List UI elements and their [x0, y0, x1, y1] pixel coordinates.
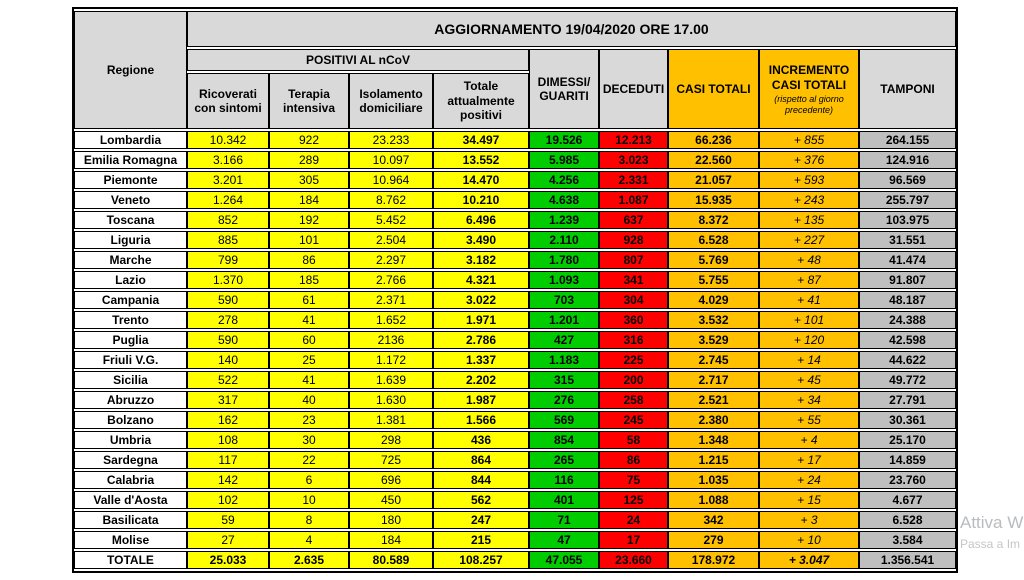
- table-row-sicilia: [74, 371, 956, 389]
- cell-marche-terapia-intensiva: 86: [269, 251, 349, 269]
- cell-lombardia-tamponi: 264.155: [859, 131, 956, 149]
- cell-umbria-deceduti: 58: [599, 431, 668, 449]
- cell-totale-dimessi-guariti: 47.055: [529, 551, 599, 569]
- table-row-friuli-v-g: [74, 351, 956, 369]
- header-incremento-label: INCREMENTO CASI TOTALI: [768, 63, 850, 93]
- cell-lombardia-ricoverati-con-sintomi: 10.342: [187, 131, 269, 149]
- cell-trento-incremento-casi-totali: + 101: [759, 311, 859, 329]
- cell-piemonte-casi-totali: 21.057: [668, 171, 759, 189]
- cell-calabria-totale-attualmente-positivi: 844: [433, 471, 529, 489]
- region-label-emilia-romagna: Emilia Romagna: [74, 151, 187, 169]
- region-label-veneto: Veneto: [74, 191, 187, 209]
- cell-calabria-casi-totali: 1.035: [668, 471, 759, 489]
- cell-veneto-terapia-intensiva: 184: [269, 191, 349, 209]
- cell-abruzzo-casi-totali: 2.521: [668, 391, 759, 409]
- cell-molise-deceduti: 17: [599, 531, 668, 549]
- cell-lazio-incremento-casi-totali: + 87: [759, 271, 859, 289]
- table-row-toscana: [74, 211, 956, 229]
- windows-activation-watermark: [960, 511, 1023, 553]
- table-row-molise: [74, 531, 956, 549]
- cell-basilicata-incremento-casi-totali: + 3: [759, 511, 859, 529]
- cell-valle-d-aosta-totale-attualmente-positivi: 562: [433, 491, 529, 509]
- cell-lombardia-deceduti: 12.213: [599, 131, 668, 149]
- covid-bulletin-table: [72, 7, 958, 573]
- cell-piemonte-tamponi: 96.569: [859, 171, 956, 189]
- cell-toscana-deceduti: 637: [599, 211, 668, 229]
- header-incremento: [759, 49, 859, 129]
- region-label-calabria: Calabria: [74, 471, 187, 489]
- cell-trento-casi-totali: 3.532: [668, 311, 759, 329]
- cell-totale-isolamento-domiciliare: 80.589: [349, 551, 433, 569]
- cell-bolzano-dimessi-guariti: 569: [529, 411, 599, 429]
- region-label-piemonte: Piemonte: [74, 171, 187, 189]
- header-tamponi: TAMPONI: [859, 49, 956, 129]
- cell-sardegna-dimessi-guariti: 265: [529, 451, 599, 469]
- cell-trento-terapia-intensiva: 41: [269, 311, 349, 329]
- cell-veneto-ricoverati-con-sintomi: 1.264: [187, 191, 269, 209]
- cell-friuli-v-g-totale-attualmente-positivi: 1.337: [433, 351, 529, 369]
- cell-valle-d-aosta-isolamento-domiciliare: 450: [349, 491, 433, 509]
- watermark-line1: Attiva W: [960, 513, 1024, 532]
- cell-lazio-terapia-intensiva: 185: [269, 271, 349, 289]
- cell-umbria-casi-totali: 1.348: [668, 431, 759, 449]
- region-label-toscana: Toscana: [74, 211, 187, 229]
- table-row-sardegna: [74, 451, 956, 469]
- region-label-sicilia: Sicilia: [74, 371, 187, 389]
- cell-piemonte-incremento-casi-totali: + 593: [759, 171, 859, 189]
- cell-umbria-dimessi-guariti: 854: [529, 431, 599, 449]
- cell-campania-isolamento-domiciliare: 2.371: [349, 291, 433, 309]
- cell-basilicata-deceduti: 24: [599, 511, 668, 529]
- cell-toscana-casi-totali: 8.372: [668, 211, 759, 229]
- cell-calabria-dimessi-guariti: 116: [529, 471, 599, 489]
- cell-sicilia-tamponi: 49.772: [859, 371, 956, 389]
- cell-lazio-ricoverati-con-sintomi: 1.370: [187, 271, 269, 289]
- cell-bolzano-totale-attualmente-positivi: 1.566: [433, 411, 529, 429]
- cell-totale-totale-attualmente-positivi: 108.257: [433, 551, 529, 569]
- cell-totale-deceduti: 23.660: [599, 551, 668, 569]
- cell-puglia-totale-attualmente-positivi: 2.786: [433, 331, 529, 349]
- cell-molise-dimessi-guariti: 47: [529, 531, 599, 549]
- cell-basilicata-totale-attualmente-positivi: 247: [433, 511, 529, 529]
- cell-calabria-tamponi: 23.760: [859, 471, 956, 489]
- table-row-emilia-romagna: [74, 151, 956, 169]
- cell-veneto-tamponi: 255.797: [859, 191, 956, 209]
- cell-molise-isolamento-domiciliare: 184: [349, 531, 433, 549]
- cell-calabria-terapia-intensiva: 6: [269, 471, 349, 489]
- cell-toscana-incremento-casi-totali: + 135: [759, 211, 859, 229]
- cell-emilia-romagna-ricoverati-con-sintomi: 3.166: [187, 151, 269, 169]
- cell-veneto-casi-totali: 15.935: [668, 191, 759, 209]
- cell-marche-incremento-casi-totali: + 48: [759, 251, 859, 269]
- table-row-campania: [74, 291, 956, 309]
- region-label-totale: TOTALE: [74, 551, 187, 569]
- cell-marche-ricoverati-con-sintomi: 799: [187, 251, 269, 269]
- cell-lombardia-terapia-intensiva: 922: [269, 131, 349, 149]
- cell-friuli-v-g-terapia-intensiva: 25: [269, 351, 349, 369]
- cell-friuli-v-g-ricoverati-con-sintomi: 140: [187, 351, 269, 369]
- cell-campania-incremento-casi-totali: + 41: [759, 291, 859, 309]
- cell-valle-d-aosta-incremento-casi-totali: + 15: [759, 491, 859, 509]
- cell-trento-totale-attualmente-positivi: 1.971: [433, 311, 529, 329]
- region-label-basilicata: Basilicata: [74, 511, 187, 529]
- cell-campania-ricoverati-con-sintomi: 590: [187, 291, 269, 309]
- cell-puglia-tamponi: 42.598: [859, 331, 956, 349]
- cell-molise-totale-attualmente-positivi: 215: [433, 531, 529, 549]
- cell-veneto-dimessi-guariti: 4.638: [529, 191, 599, 209]
- cell-abruzzo-incremento-casi-totali: + 34: [759, 391, 859, 409]
- cell-bolzano-terapia-intensiva: 23: [269, 411, 349, 429]
- cell-emilia-romagna-isolamento-domiciliare: 10.097: [349, 151, 433, 169]
- cell-campania-terapia-intensiva: 61: [269, 291, 349, 309]
- cell-basilicata-ricoverati-con-sintomi: 59: [187, 511, 269, 529]
- watermark-line2: Passa a Im: [960, 536, 1021, 551]
- cell-basilicata-isolamento-domiciliare: 180: [349, 511, 433, 529]
- cell-marche-tamponi: 41.474: [859, 251, 956, 269]
- cell-basilicata-dimessi-guariti: 71: [529, 511, 599, 529]
- cell-umbria-incremento-casi-totali: + 4: [759, 431, 859, 449]
- header-dimessi-guariti: DIMESSI/ GUARITI: [529, 49, 599, 129]
- region-label-puglia: Puglia: [74, 331, 187, 349]
- cell-toscana-dimessi-guariti: 1.239: [529, 211, 599, 229]
- cell-bolzano-casi-totali: 2.380: [668, 411, 759, 429]
- cell-toscana-ricoverati-con-sintomi: 852: [187, 211, 269, 229]
- table-row-totale: [74, 551, 956, 569]
- cell-marche-isolamento-domiciliare: 2.297: [349, 251, 433, 269]
- cell-totale-tamponi: 1.356.541: [859, 551, 956, 569]
- cell-lazio-casi-totali: 5.755: [668, 271, 759, 289]
- header-totale-attualmente-positivi: Totale attualmente positivi: [433, 73, 529, 129]
- table-row-piemonte: [74, 171, 956, 189]
- region-label-valle-d-aosta: Valle d'Aosta: [74, 491, 187, 509]
- cell-calabria-isolamento-domiciliare: 696: [349, 471, 433, 489]
- cell-puglia-isolamento-domiciliare: 2136: [349, 331, 433, 349]
- cell-umbria-totale-attualmente-positivi: 436: [433, 431, 529, 449]
- cell-emilia-romagna-incremento-casi-totali: + 376: [759, 151, 859, 169]
- cell-toscana-isolamento-domiciliare: 5.452: [349, 211, 433, 229]
- region-label-campania: Campania: [74, 291, 187, 309]
- cell-sicilia-dimessi-guariti: 315: [529, 371, 599, 389]
- cell-puglia-incremento-casi-totali: + 120: [759, 331, 859, 349]
- cell-bolzano-ricoverati-con-sintomi: 162: [187, 411, 269, 429]
- cell-valle-d-aosta-deceduti: 125: [599, 491, 668, 509]
- table-row-lazio: [74, 271, 956, 289]
- cell-friuli-v-g-incremento-casi-totali: + 14: [759, 351, 859, 369]
- header-ricoverati-con-sintomi: Ricoverati con sintomi: [187, 73, 269, 129]
- region-label-sardegna: Sardegna: [74, 451, 187, 469]
- cell-sardegna-terapia-intensiva: 22: [269, 451, 349, 469]
- cell-campania-deceduti: 304: [599, 291, 668, 309]
- cell-sardegna-isolamento-domiciliare: 725: [349, 451, 433, 469]
- cell-sicilia-incremento-casi-totali: + 45: [759, 371, 859, 389]
- cell-piemonte-terapia-intensiva: 305: [269, 171, 349, 189]
- region-label-marche: Marche: [74, 251, 187, 269]
- region-label-abruzzo: Abruzzo: [74, 391, 187, 409]
- cell-liguria-deceduti: 928: [599, 231, 668, 249]
- cell-valle-d-aosta-ricoverati-con-sintomi: 102: [187, 491, 269, 509]
- cell-emilia-romagna-tamponi: 124.916: [859, 151, 956, 169]
- cell-sardegna-tamponi: 14.859: [859, 451, 956, 469]
- cell-toscana-totale-attualmente-positivi: 6.496: [433, 211, 529, 229]
- cell-veneto-totale-attualmente-positivi: 10.210: [433, 191, 529, 209]
- cell-piemonte-totale-attualmente-positivi: 14.470: [433, 171, 529, 189]
- cell-emilia-romagna-deceduti: 3.023: [599, 151, 668, 169]
- cell-lombardia-isolamento-domiciliare: 23.233: [349, 131, 433, 149]
- cell-bolzano-incremento-casi-totali: + 55: [759, 411, 859, 429]
- cell-lazio-deceduti: 341: [599, 271, 668, 289]
- header-incremento-note: (rispetto al giorno precedente): [774, 94, 844, 115]
- region-label-liguria: Liguria: [74, 231, 187, 249]
- cell-totale-casi-totali: 178.972: [668, 551, 759, 569]
- table-row-trento: [74, 311, 956, 329]
- cell-veneto-isolamento-domiciliare: 8.762: [349, 191, 433, 209]
- cell-basilicata-casi-totali: 342: [668, 511, 759, 529]
- cell-liguria-isolamento-domiciliare: 2.504: [349, 231, 433, 249]
- cell-calabria-deceduti: 75: [599, 471, 668, 489]
- cell-campania-tamponi: 48.187: [859, 291, 956, 309]
- cell-piemonte-isolamento-domiciliare: 10.964: [349, 171, 433, 189]
- region-label-lazio: Lazio: [74, 271, 187, 289]
- cell-lombardia-casi-totali: 66.236: [668, 131, 759, 149]
- header-positivi-group: POSITIVI AL nCoV: [187, 49, 529, 71]
- cell-valle-d-aosta-casi-totali: 1.088: [668, 491, 759, 509]
- cell-abruzzo-tamponi: 27.791: [859, 391, 956, 409]
- cell-liguria-totale-attualmente-positivi: 3.490: [433, 231, 529, 249]
- cell-abruzzo-totale-attualmente-positivi: 1.987: [433, 391, 529, 409]
- cell-bolzano-isolamento-domiciliare: 1.381: [349, 411, 433, 429]
- cell-emilia-romagna-casi-totali: 22.560: [668, 151, 759, 169]
- cell-calabria-incremento-casi-totali: + 24: [759, 471, 859, 489]
- cell-puglia-deceduti: 316: [599, 331, 668, 349]
- cell-puglia-dimessi-guariti: 427: [529, 331, 599, 349]
- cell-toscana-terapia-intensiva: 192: [269, 211, 349, 229]
- cell-liguria-incremento-casi-totali: + 227: [759, 231, 859, 249]
- cell-basilicata-tamponi: 6.528: [859, 511, 956, 529]
- cell-valle-d-aosta-terapia-intensiva: 10: [269, 491, 349, 509]
- cell-sicilia-totale-attualmente-positivi: 2.202: [433, 371, 529, 389]
- region-label-friuli-v-g: Friuli V.G.: [74, 351, 187, 369]
- cell-liguria-terapia-intensiva: 101: [269, 231, 349, 249]
- region-label-umbria: Umbria: [74, 431, 187, 449]
- cell-molise-tamponi: 3.584: [859, 531, 956, 549]
- header-casi-totali: CASI TOTALI: [668, 49, 759, 129]
- table-row-marche: [74, 251, 956, 269]
- region-label-lombardia: Lombardia: [74, 131, 187, 149]
- region-label-trento: Trento: [74, 311, 187, 329]
- cell-totale-terapia-intensiva: 2.635: [269, 551, 349, 569]
- cell-molise-incremento-casi-totali: + 10: [759, 531, 859, 549]
- cell-veneto-deceduti: 1.087: [599, 191, 668, 209]
- cell-valle-d-aosta-tamponi: 4.677: [859, 491, 956, 509]
- table-row-veneto: [74, 191, 956, 209]
- header-regione: Regione: [74, 11, 187, 129]
- table-row-abruzzo: [74, 391, 956, 409]
- cell-umbria-terapia-intensiva: 30: [269, 431, 349, 449]
- cell-puglia-casi-totali: 3.529: [668, 331, 759, 349]
- cell-lazio-dimessi-guariti: 1.093: [529, 271, 599, 289]
- cell-marche-casi-totali: 5.769: [668, 251, 759, 269]
- cell-liguria-casi-totali: 6.528: [668, 231, 759, 249]
- cell-trento-ricoverati-con-sintomi: 278: [187, 311, 269, 329]
- table-row-calabria: [74, 471, 956, 489]
- cell-emilia-romagna-totale-attualmente-positivi: 13.552: [433, 151, 529, 169]
- cell-liguria-ricoverati-con-sintomi: 885: [187, 231, 269, 249]
- cell-sicilia-casi-totali: 2.717: [668, 371, 759, 389]
- table-row-liguria: [74, 231, 956, 249]
- cell-molise-terapia-intensiva: 4: [269, 531, 349, 549]
- table-row-valle-d-aosta: [74, 491, 956, 509]
- cell-abruzzo-deceduti: 258: [599, 391, 668, 409]
- cell-lombardia-incremento-casi-totali: + 855: [759, 131, 859, 149]
- cell-trento-tamponi: 24.388: [859, 311, 956, 329]
- cell-friuli-v-g-isolamento-domiciliare: 1.172: [349, 351, 433, 369]
- table-row-bolzano: [74, 411, 956, 429]
- header-terapia-intensiva: Terapia intensiva: [269, 73, 349, 129]
- cell-lombardia-dimessi-guariti: 19.526: [529, 131, 599, 149]
- cell-marche-deceduti: 807: [599, 251, 668, 269]
- cell-trento-dimessi-guariti: 1.201: [529, 311, 599, 329]
- cell-sardegna-ricoverati-con-sintomi: 117: [187, 451, 269, 469]
- cell-sardegna-incremento-casi-totali: + 17: [759, 451, 859, 469]
- cell-friuli-v-g-tamponi: 44.622: [859, 351, 956, 369]
- cell-liguria-dimessi-guariti: 2.110: [529, 231, 599, 249]
- cell-sicilia-deceduti: 200: [599, 371, 668, 389]
- cell-umbria-isolamento-domiciliare: 298: [349, 431, 433, 449]
- cell-umbria-tamponi: 25.170: [859, 431, 956, 449]
- cell-sicilia-isolamento-domiciliare: 1.639: [349, 371, 433, 389]
- cell-totale-ricoverati-con-sintomi: 25.033: [187, 551, 269, 569]
- cell-lazio-tamponi: 91.807: [859, 271, 956, 289]
- cell-molise-casi-totali: 279: [668, 531, 759, 549]
- cell-bolzano-deceduti: 245: [599, 411, 668, 429]
- cell-piemonte-ricoverati-con-sintomi: 3.201: [187, 171, 269, 189]
- cell-marche-totale-attualmente-positivi: 3.182: [433, 251, 529, 269]
- cell-trento-isolamento-domiciliare: 1.652: [349, 311, 433, 329]
- cell-lombardia-totale-attualmente-positivi: 34.497: [433, 131, 529, 149]
- cell-sardegna-totale-attualmente-positivi: 864: [433, 451, 529, 469]
- table-row-basilicata: [74, 511, 956, 529]
- cell-campania-casi-totali: 4.029: [668, 291, 759, 309]
- cell-abruzzo-isolamento-domiciliare: 1.630: [349, 391, 433, 409]
- table-row-puglia: [74, 331, 956, 349]
- cell-abruzzo-dimessi-guariti: 276: [529, 391, 599, 409]
- cell-campania-dimessi-guariti: 703: [529, 291, 599, 309]
- table-row-lombardia: [74, 131, 956, 149]
- cell-abruzzo-ricoverati-con-sintomi: 317: [187, 391, 269, 409]
- cell-puglia-terapia-intensiva: 60: [269, 331, 349, 349]
- cell-molise-ricoverati-con-sintomi: 27: [187, 531, 269, 549]
- cell-sardegna-casi-totali: 1.215: [668, 451, 759, 469]
- cell-umbria-ricoverati-con-sintomi: 108: [187, 431, 269, 449]
- table-title: AGGIORNAMENTO 19/04/2020 ORE 17.00: [187, 11, 956, 47]
- cell-liguria-tamponi: 31.551: [859, 231, 956, 249]
- cell-sardegna-deceduti: 86: [599, 451, 668, 469]
- cell-toscana-tamponi: 103.975: [859, 211, 956, 229]
- cell-friuli-v-g-dimessi-guariti: 1.183: [529, 351, 599, 369]
- cell-marche-dimessi-guariti: 1.780: [529, 251, 599, 269]
- cell-valle-d-aosta-dimessi-guariti: 401: [529, 491, 599, 509]
- cell-piemonte-dimessi-guariti: 4.256: [529, 171, 599, 189]
- cell-friuli-v-g-deceduti: 225: [599, 351, 668, 369]
- cell-emilia-romagna-dimessi-guariti: 5.985: [529, 151, 599, 169]
- region-label-molise: Molise: [74, 531, 187, 549]
- cell-abruzzo-terapia-intensiva: 40: [269, 391, 349, 409]
- region-label-bolzano: Bolzano: [74, 411, 187, 429]
- cell-friuli-v-g-casi-totali: 2.745: [668, 351, 759, 369]
- cell-piemonte-deceduti: 2.331: [599, 171, 668, 189]
- cell-lazio-totale-attualmente-positivi: 4.321: [433, 271, 529, 289]
- cell-puglia-ricoverati-con-sintomi: 590: [187, 331, 269, 349]
- cell-bolzano-tamponi: 30.361: [859, 411, 956, 429]
- cell-totale-incremento-casi-totali: + 3.047: [759, 551, 859, 569]
- cell-campania-totale-attualmente-positivi: 3.022: [433, 291, 529, 309]
- header-isolamento-domiciliare: Isolamento domiciliare: [349, 73, 433, 129]
- cell-trento-deceduti: 360: [599, 311, 668, 329]
- cell-basilicata-terapia-intensiva: 8: [269, 511, 349, 529]
- cell-sicilia-terapia-intensiva: 41: [269, 371, 349, 389]
- cell-veneto-incremento-casi-totali: + 243: [759, 191, 859, 209]
- cell-sicilia-ricoverati-con-sintomi: 522: [187, 371, 269, 389]
- table-row-umbria: [74, 431, 956, 449]
- cell-emilia-romagna-terapia-intensiva: 289: [269, 151, 349, 169]
- cell-lazio-isolamento-domiciliare: 2.766: [349, 271, 433, 289]
- cell-calabria-ricoverati-con-sintomi: 142: [187, 471, 269, 489]
- header-deceduti: DECEDUTI: [599, 49, 668, 129]
- table-body: [74, 131, 956, 569]
- data-table: [72, 7, 958, 573]
